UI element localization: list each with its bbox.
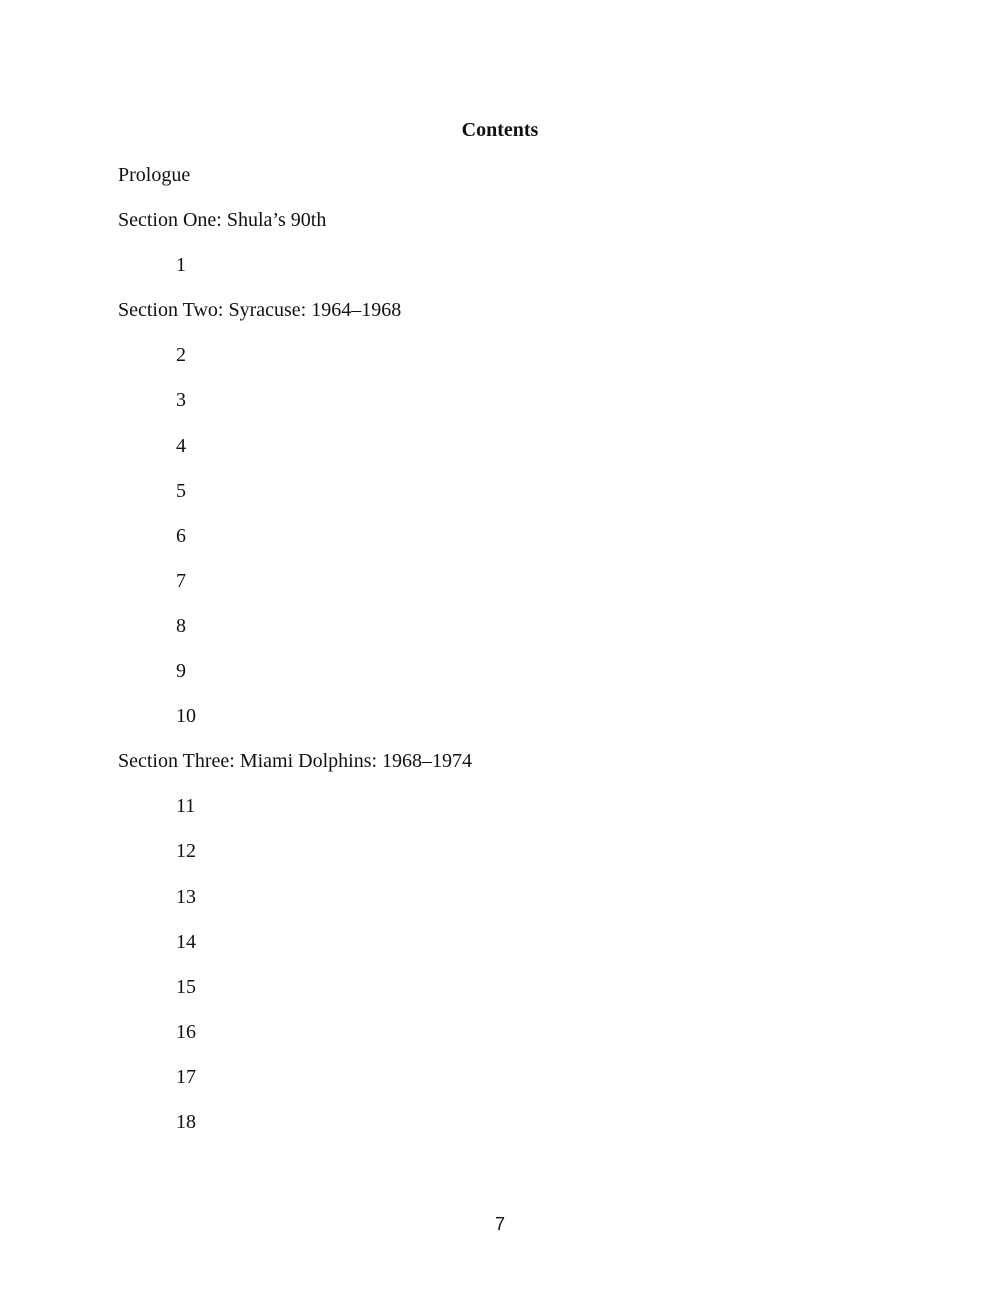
toc-chapter: 17 <box>176 1065 196 1088</box>
toc-chapter: 16 <box>176 1020 196 1043</box>
toc-section-two: Section Two: Syracuse: 1964–1968 <box>118 299 402 322</box>
contents-list <box>118 163 472 1155</box>
toc-chapter: 7 <box>176 569 186 592</box>
toc-chapter: 3 <box>176 389 186 412</box>
toc-chapter: 13 <box>176 885 196 908</box>
toc-chapter: 11 <box>176 795 196 818</box>
toc-chapter: 12 <box>176 840 196 863</box>
toc-chapter: 18 <box>176 1110 196 1133</box>
contents-heading: Contents <box>461 119 539 141</box>
page-number: 7 <box>494 1214 505 1234</box>
toc-chapter: 8 <box>176 614 186 637</box>
toc-chapter: 6 <box>176 524 186 547</box>
toc-chapter: 10 <box>176 705 196 728</box>
toc-section-one: Section One: Shula’s 90th <box>118 209 327 232</box>
toc-chapter: 9 <box>176 660 186 683</box>
toc-section-three: Section Three: Miami Dolphins: 1968–1974 <box>118 750 473 773</box>
toc-chapter: 15 <box>176 975 196 998</box>
toc-chapter: 5 <box>176 479 186 502</box>
toc-chapter: 1 <box>176 254 186 277</box>
toc-chapter: 2 <box>176 344 186 367</box>
toc-chapter: 14 <box>176 930 196 953</box>
toc-entry-prologue: Prologue <box>118 164 191 186</box>
toc-chapter: 4 <box>176 434 186 457</box>
